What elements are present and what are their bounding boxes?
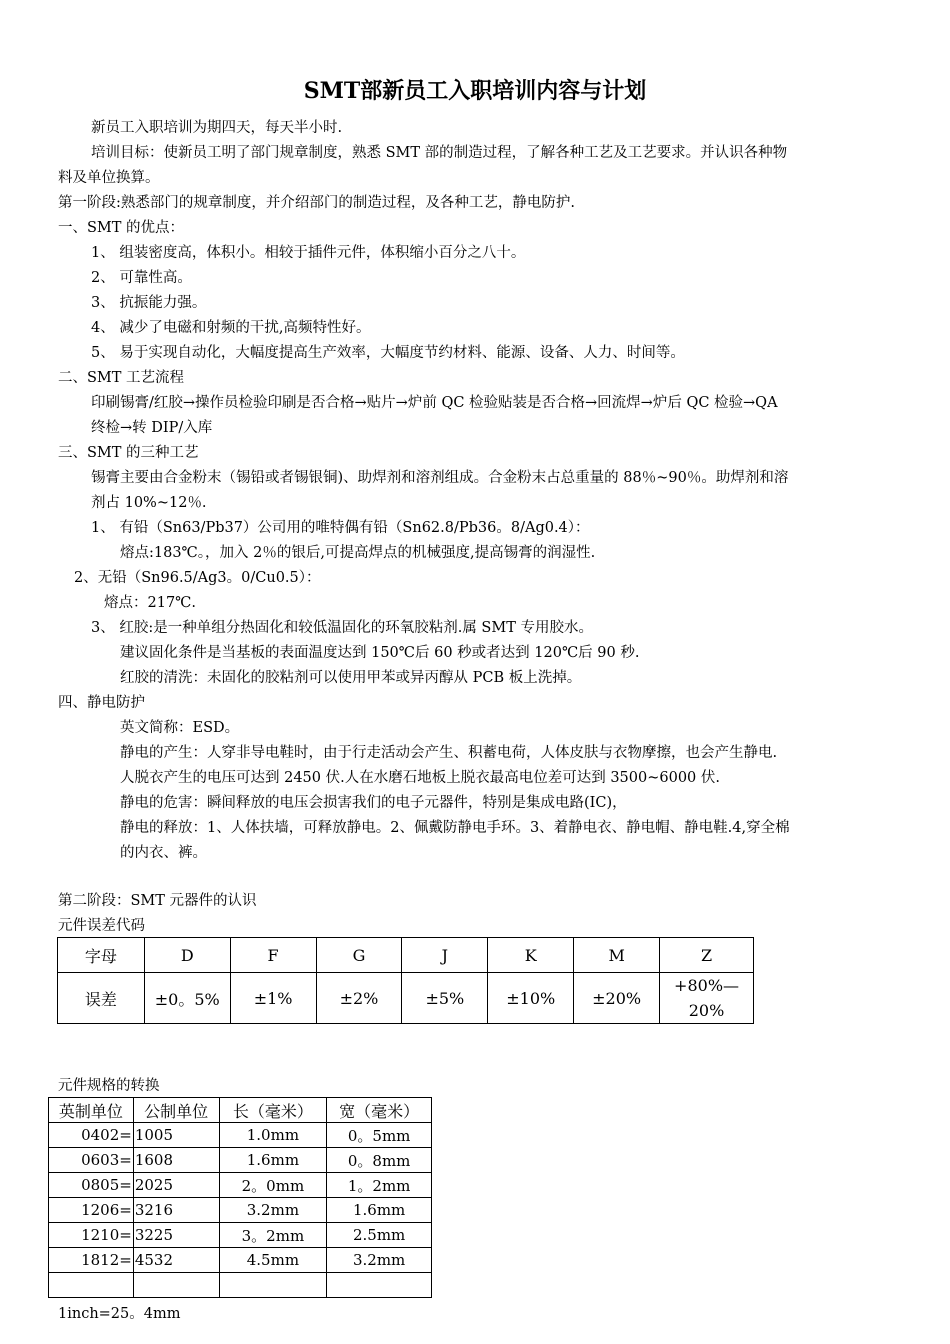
tolerance-letter-row bbox=[58, 938, 754, 973]
z-tolerance-line2: 20% bbox=[688, 1001, 725, 1020]
table-row bbox=[49, 1223, 432, 1248]
section1-heading: 一、SMT 的优点： bbox=[58, 220, 185, 236]
z-tolerance-line1: +80%— bbox=[674, 976, 740, 995]
table-cell: 1。2mm bbox=[327, 1173, 432, 1198]
table-row bbox=[49, 1173, 432, 1198]
table-cell: 4.5mm bbox=[219, 1248, 327, 1273]
table-cell: 1812= bbox=[49, 1248, 134, 1273]
table-cell: 2。0mm bbox=[219, 1173, 327, 1198]
size-table-caption: 元件规格的转换 bbox=[58, 1078, 160, 1094]
table-row bbox=[49, 1248, 432, 1273]
table-cell: 1.0mm bbox=[219, 1123, 327, 1148]
column-header: 公制单位 bbox=[133, 1098, 219, 1123]
leaded-process: 1、 有铅（Sn63/Pb37）公司用的唯特偶有铅（Sn62.8/Pb36。8/Ag0.4）： bbox=[91, 520, 590, 536]
section3-heading: 三、SMT 的三种工艺 bbox=[58, 445, 199, 461]
table-cell: 1.6mm bbox=[219, 1148, 327, 1173]
row-label: 误差 bbox=[58, 973, 145, 1024]
table-cell: ±5% bbox=[402, 973, 488, 1024]
leadfree-melting-point: 熔点：217℃. bbox=[104, 595, 197, 611]
table-cell: ±20% bbox=[574, 973, 660, 1024]
table-cell: 1.6mm bbox=[327, 1198, 432, 1223]
table-cell: M bbox=[574, 938, 660, 973]
table-cell: F bbox=[230, 938, 316, 973]
red-glue-clean: 红胶的清洗：未固化的胶粘剂可以使用甲苯或异丙醇从 PCB 板上洗掉。 bbox=[120, 670, 582, 686]
inch-conversion-note: 1inch=25。4mm bbox=[58, 1306, 181, 1322]
table-cell: 3.2mm bbox=[327, 1248, 432, 1273]
esd-cause-line1: 静电的产生：人穿非导电鞋时，由于行走活动会产生、积蓄电荷，人体皮肤与衣物摩擦，也会产生静电. bbox=[120, 745, 778, 761]
leadfree-process: 2、无铅（Sn96.5/Ag3。0/Cu0.5）： bbox=[74, 570, 321, 586]
solder-paste-line2: 剂占 10%~12％. bbox=[91, 495, 207, 511]
table-cell: 1206= bbox=[49, 1198, 134, 1223]
section1-item: 3、 抗振能力强。 bbox=[91, 295, 207, 311]
training-duration: 新员工入职培训为期四天，每天半小时. bbox=[91, 120, 343, 136]
table-cell: 0603= bbox=[49, 1148, 134, 1173]
table-cell: 0402= bbox=[49, 1123, 134, 1148]
process-flow-line2: 终检→转 DIP/入库 bbox=[91, 420, 213, 436]
table-cell bbox=[49, 1273, 134, 1298]
table-cell: 1210= bbox=[49, 1223, 134, 1248]
table-row bbox=[49, 1198, 432, 1223]
table-cell bbox=[219, 1273, 327, 1298]
training-goal-line2: 料及单位换算。 bbox=[58, 170, 160, 186]
table-cell: 4532 bbox=[133, 1248, 219, 1273]
leaded-melting-point: 熔点:183℃。，加入 2％的银后,可提高焊点的机械强度,提高锡膏的润湿性. bbox=[120, 545, 596, 561]
training-goal-line1: 培训目标：使新员工明了部门规章制度，熟悉 SMT 部的制造过程，了解各种工艺及工艺要求。并认识各种物 bbox=[91, 145, 788, 161]
table-cell: 2.5mm bbox=[327, 1223, 432, 1248]
tolerance-table-caption: 元件误差代码 bbox=[58, 918, 145, 934]
section1-item: 2、 可靠性高。 bbox=[91, 270, 192, 286]
table-cell: 1608 bbox=[133, 1148, 219, 1173]
table-cell: ±10% bbox=[488, 973, 574, 1024]
red-glue-cure: 建议固化条件是当基板的表面温度达到 150℃后 60 秒或者达到 120℃后 90 秒. bbox=[120, 645, 640, 661]
table-cell: D bbox=[144, 938, 230, 973]
row-label: 字母 bbox=[58, 938, 145, 973]
stage1-heading: 第一阶段:熟悉部门的规章制度，并介绍部门的制造过程，及各种工艺，静电防护. bbox=[58, 195, 575, 211]
document-title: SMT部新员工入职培训内容与计划 bbox=[303, 78, 647, 104]
process-flow-line1: 印刷锡膏/红胶→操作员检验印刷是否合格→贴片→炉前 QC 检验贴装是否合格→回流焊→炉后 QC 检验→QA bbox=[91, 395, 778, 411]
esd-abbreviation: 英文简称：ESD。 bbox=[120, 720, 240, 736]
table-row bbox=[49, 1123, 432, 1148]
size-conversion-table bbox=[48, 1097, 432, 1298]
section4-heading: 四、静电防护 bbox=[58, 695, 145, 711]
table-cell bbox=[327, 1273, 432, 1298]
section1-item: 1、 组装密度高，体积小。相较于插件元件，体积缩小百分之八十。 bbox=[91, 245, 526, 261]
esd-cause-line2: 人脱衣产生的电压可达到 2450 伏.人在水磨石地板上脱衣最高电位差可达到 3500~6000 伏. bbox=[120, 770, 721, 786]
table-cell: G bbox=[316, 938, 402, 973]
section1-item: 5、 易于实现自动化，大幅度提高生产效率，大幅度节约材料、能源、设备、人力、时间等。 bbox=[91, 345, 685, 361]
table-cell: 0805= bbox=[49, 1173, 134, 1198]
table-cell: 1005 bbox=[133, 1123, 219, 1148]
table-cell: ±2% bbox=[316, 973, 402, 1024]
esd-release-line2: 的内衣、裤。 bbox=[120, 845, 207, 861]
section2-heading: 二、SMT 工艺流程 bbox=[58, 370, 185, 386]
table-cell bbox=[133, 1273, 219, 1298]
table-cell: 3。2mm bbox=[219, 1223, 327, 1248]
esd-harm: 静电的危害：瞬间释放的电压会损害我们的电子元器件，特别是集成电路(IC)， bbox=[120, 795, 627, 811]
column-header: 英制单位 bbox=[49, 1098, 134, 1123]
table-cell: 3216 bbox=[133, 1198, 219, 1223]
column-header: 宽（毫米） bbox=[327, 1098, 432, 1123]
section1-item: 4、 减少了电磁和射频的干扰,高频特性好。 bbox=[91, 320, 371, 336]
table-cell: 2025 bbox=[133, 1173, 219, 1198]
table-cell: 0。5mm bbox=[327, 1123, 432, 1148]
table-cell: 3.2mm bbox=[219, 1198, 327, 1223]
column-header: 长（毫米） bbox=[219, 1098, 327, 1123]
table-cell bbox=[660, 973, 754, 1024]
table-cell: J bbox=[402, 938, 488, 973]
table-cell: Z bbox=[660, 938, 754, 973]
tolerance-code-table bbox=[57, 937, 754, 1024]
table-cell: 3225 bbox=[133, 1223, 219, 1248]
table-cell: K bbox=[488, 938, 574, 973]
table-cell: ±0。5% bbox=[144, 973, 230, 1024]
stage2-heading: 第二阶段：SMT 元器件的认识 bbox=[58, 893, 257, 909]
table-cell: ±1% bbox=[230, 973, 316, 1024]
red-glue-process: 3、 红胶:是一种单组分热固化和较低温固化的环氧胶粘剂.属 SMT 专用胶水。 bbox=[91, 620, 593, 636]
esd-release-line1: 静电的释放：1、人体扶墙，可释放静电。2、佩戴防静电手环。3、着静电衣、静电帽、静电鞋.4,穿全棉 bbox=[120, 820, 790, 836]
tolerance-value-row bbox=[58, 973, 754, 1024]
table-row bbox=[49, 1148, 432, 1173]
solder-paste-line1: 锡膏主要由合金粉末（锡铅或者锡银铜)、助焊剂和溶剂组成。合金粉末占总重量的 88％~90％。助焊剂和溶 bbox=[91, 470, 789, 486]
table-row-empty bbox=[49, 1273, 432, 1298]
table-cell: 0。8mm bbox=[327, 1148, 432, 1173]
size-table-header bbox=[49, 1098, 432, 1123]
